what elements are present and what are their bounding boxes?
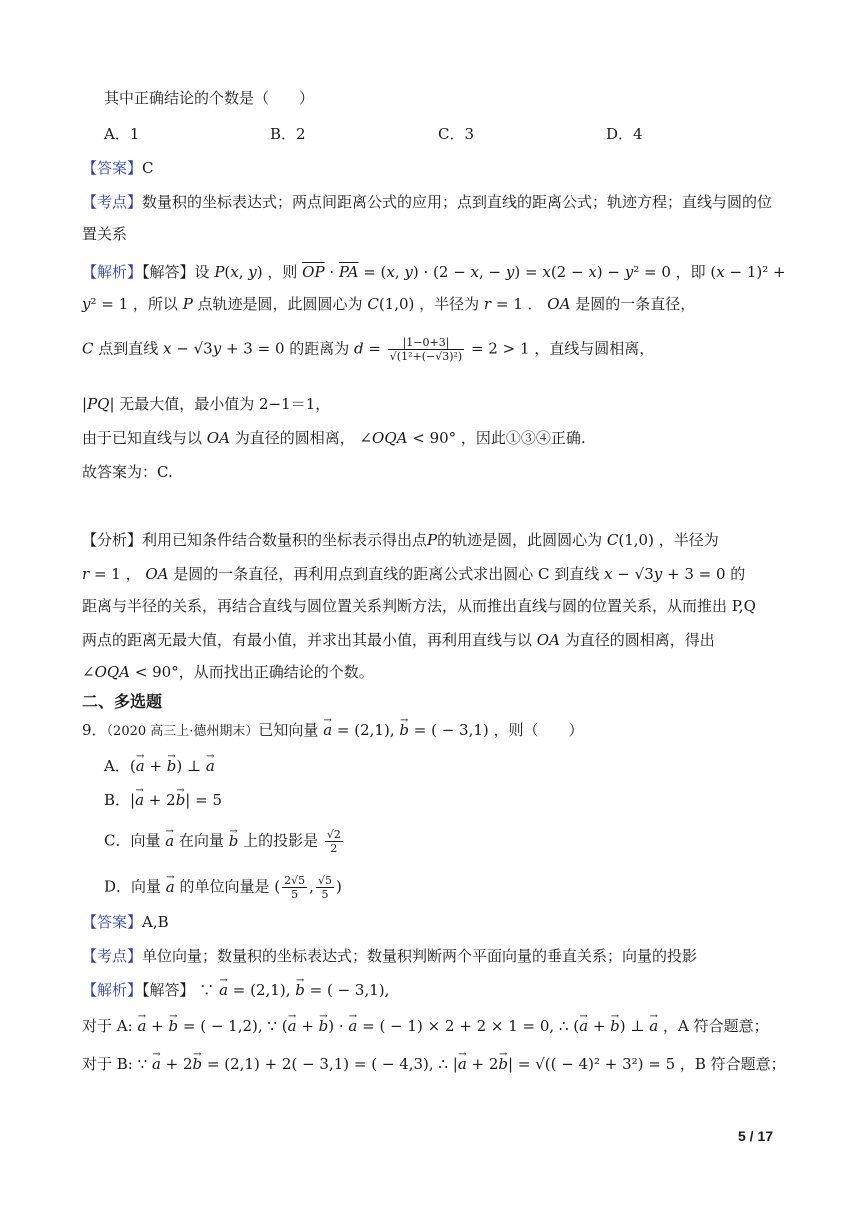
analysis-line-1: 【分析】利用已知条件结合数量积的坐标表示得出点P的轨迹是圆，此圆圆心为 C(1,0) ，半径为 [82,531,719,549]
section-title: 二、多选题 [82,692,163,711]
solution-line-5: 由于已知直线与以 OA 为直径的圆相离， ∠OQA < 90° ，因此①③④正确. [82,429,586,447]
q9-solution-tag: 【解析】 [82,981,143,999]
page-number: 5 / 17 [738,1128,774,1144]
analysis-line-2: r = 1 ， OA 是圆的一条直径，再利用点到直线的距离公式求出圆心 C 到直线 x − √3y + 3 = 0 的 [82,565,746,583]
option-d: D．4 [606,125,643,143]
solution-line-2: y² = 1 ，所以 P 点轨迹是圆，此圆圆心为 C(1,0) ，半径为 r = 1 ． OA 是圆的一条直径， [82,295,696,313]
question-stem: 其中正确结论的个数是（ ） [104,89,315,107]
q9-solution-line-1: 【解析】【解答】 ∵ → a = (2,1), → b = ( − 3,1), [82,980,389,1000]
solution-line-1: 【解析】【解答】设 P(x, y) ，则 $\overline{OP} \cdot \overline{PA} = (x$, y) · (2 − x, − y) = x(2 − x) − y² = 0 ，即 (x − 1)² + [82,263,786,281]
q9-points-text: 单位向量；数量积的坐标表达式；数量积判断两个平面向量的垂直关系；向量的投影 [142,947,698,965]
answer-tag: 【答案】 [82,159,143,177]
q9-stem: 9．（2020 高三上·德州期末）已知向量 → a = (2,1), → b = ( − 3,1) ，则（ ） [82,720,584,742]
solution-subtag: 【解答】 [142,263,195,281]
q9-option-a: A．(→ a + → b) ⊥ → a [104,756,215,776]
analysis-line-4: 两点的距离无最大值，有最小值，并求出其最小值，再利用直线与以 OA 为直径的圆相离，得出 [82,631,715,649]
q9-stem-end: ，则（ ） [493,721,584,739]
q9-number: 9． [82,721,107,739]
q9-source: （2020 高三上·德州期末） [106,724,259,739]
q9-solution-line-3: 对于 B: ∵ → a + 2→ b = (2,1) + 2( − 3,1) = ( − 4,3), ∴ |→ a + 2→ b| = √(( − 4)² + 3²) = 5 ，B 符合题意； [82,1054,786,1074]
q9-point-tag: 【考点】 [82,947,143,965]
answer-value: C [142,159,154,177]
analysis-line-5: ∠OQA < 90°，从而找出正确结论的个数。 [82,663,374,681]
analysis-line-3: 距离与半径的关系，再结合直线与圆位置关系判断方法，从而推出直线与圆的位置关系，从而推出 P,Q [82,597,756,615]
q9-solution-subtag: 【解答】 [142,981,195,999]
points-text: 数量积的坐标表达式；两点间距离公式的应用；点到直线的距离公式；轨迹方程；直线与圆的位 [142,193,773,211]
q9-option-b: B．|→ a + 2→ b| = 5 [104,790,222,810]
q9-option-d: D．向量 → a 的单位向量是 ( $\frac{2√5}{5}$ , $\frac{√5}{5}$ ) [104,874,342,901]
q9-solution-line-2: 对于 A: → a + → b = ( − 1,2), ∵ (→ a + → b) · → a = ( − 1) × 2 + 2 × 1 = 0, ∴ (→ a + → b) ⊥ → a ，A 符合题意； [82,1016,769,1036]
knowledge-points [82,192,772,212]
q9-option-c: C．向量 → a 在向量 → b 上的投影是 $\frac{√2}{2}$ [104,828,345,855]
solution-line-3: C 点到直线 x − √3y + 3 = 0 的距离为 d = $\frac{|1-0+3|}{\text{√(1²+(−√3)²)}}$ = 2 > 1 ，直线与圆相离， [82,336,655,363]
q9-answer-tag: 【答案】 [82,913,143,931]
analysis-tag: 【分析】 [82,531,143,549]
q9-knowledge-points [82,946,697,966]
conclusion: 故答案为：C. [82,463,173,481]
answer-line [82,158,154,178]
option-a: A．1 [104,125,140,143]
knowledge-points-cont: 置关系 [82,225,128,243]
q9-answer-line [82,912,169,932]
option-b: B．2 [270,125,306,143]
point-tag: 【考点】 [82,193,143,211]
option-c: C．3 [438,125,475,143]
q9-stem-start: 已知向量 [258,721,319,739]
q9-answer-value: A,B [142,913,169,931]
solution-line-4: |PQ| 无最大值，最小值为 2−1＝1， [82,395,331,413]
solution-tag: 【解析】 [82,263,143,281]
